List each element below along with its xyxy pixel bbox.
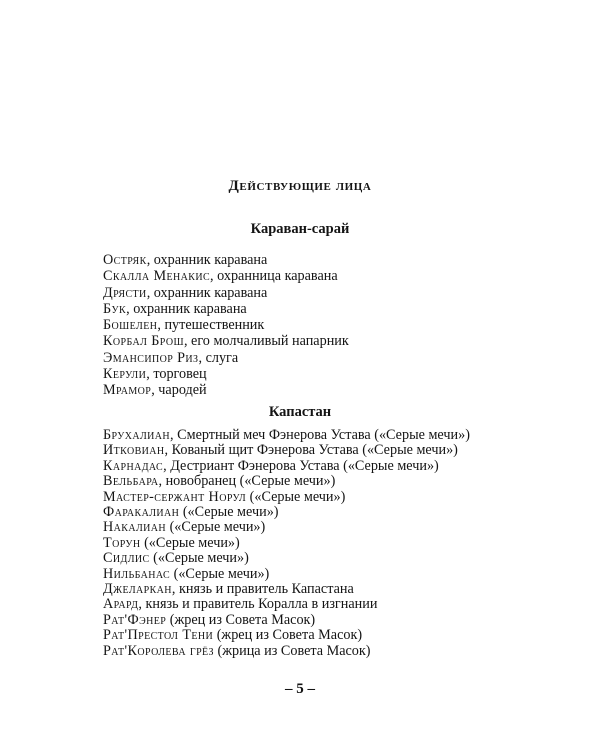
- character-entry: [103, 551, 523, 566]
- character-entry: [103, 474, 523, 489]
- character-name: Дрясти: [103, 284, 147, 301]
- character-description: , чародей: [151, 382, 207, 399]
- character-name: Брухалиан: [103, 427, 171, 443]
- character-description: , охранник каравана: [146, 252, 268, 268]
- character-entry: [103, 567, 523, 582]
- character-description: («Серые мечи»): [166, 519, 266, 536]
- character-name: Джеларкан: [103, 581, 172, 598]
- character-entry: [103, 520, 523, 535]
- character-description: , охранница каравана: [210, 268, 338, 285]
- character-entry: [103, 597, 523, 612]
- character-description: , новобранец («Серые мечи»): [158, 473, 336, 490]
- section-title-capustan: Капастан: [268, 404, 332, 420]
- character-entry: [103, 317, 523, 333]
- character-description: , его молчаливый напарник: [183, 333, 349, 350]
- character-entry: [103, 252, 523, 268]
- page-number: – 5 –: [285, 681, 315, 697]
- character-list-caravanserai: [103, 252, 523, 399]
- character-name: Торун: [103, 534, 141, 551]
- character-description: («Серые мечи»): [170, 565, 270, 582]
- character-name: Рат'Фэнер: [103, 611, 167, 628]
- character-entry: [103, 505, 523, 520]
- character-description: , торговец: [146, 366, 207, 383]
- character-entry: [103, 644, 523, 659]
- character-entry: [103, 582, 523, 597]
- character-name: Бошелен: [103, 317, 158, 334]
- character-entry: [103, 628, 523, 643]
- character-description: , князь и правитель Коралла в изгнании: [138, 596, 378, 613]
- character-name: Мрамор: [103, 382, 152, 399]
- character-name: Нильбанас: [103, 565, 171, 582]
- character-entry: [103, 350, 523, 366]
- character-name: Мастер-сержант Норул: [103, 488, 247, 505]
- character-name: Вельбара: [103, 473, 159, 490]
- character-description: («Серые мечи»): [140, 534, 240, 551]
- character-name: Остряк: [103, 252, 147, 268]
- character-name: Фаракалиан: [103, 504, 180, 521]
- character-description: , охранник каравана: [126, 300, 247, 317]
- character-description: , охранник каравана: [146, 284, 268, 301]
- character-entry: [103, 285, 523, 301]
- character-description: , Смертный меч Фэнерова Устава («Серые мечи»): [170, 427, 470, 443]
- character-name: Рат'Королева грёз: [103, 642, 214, 659]
- character-description: («Серые мечи»): [179, 504, 279, 521]
- character-list-capustan: [103, 428, 523, 659]
- character-name: Арард: [103, 596, 139, 613]
- character-name: Керули: [103, 366, 147, 383]
- character-entry: [103, 613, 523, 628]
- character-description: (жрица из Совета Масок): [213, 642, 371, 659]
- character-entry: [103, 268, 523, 284]
- character-name: Накалиан: [103, 519, 167, 536]
- character-name: Итковиан: [103, 442, 165, 459]
- character-entry: [103, 301, 523, 317]
- character-description: , Кованый щит Фэнерова Устава («Серые мечи»): [164, 442, 458, 459]
- character-description: , слуга: [198, 349, 239, 366]
- character-entry: [103, 366, 523, 382]
- character-entry: [103, 536, 523, 551]
- character-name: Рат'Престол Тени: [103, 627, 214, 644]
- character-entry: [103, 382, 523, 398]
- character-entry: [103, 443, 523, 458]
- character-name: Скалла Менакис: [103, 268, 211, 285]
- character-entry: [103, 333, 523, 349]
- character-name: Сидлис: [103, 550, 150, 567]
- character-description: , князь и правитель Капастана: [171, 581, 354, 598]
- character-description: , путешественник: [157, 317, 265, 334]
- character-entry: [103, 459, 523, 474]
- page-heading: Действующие лица: [228, 178, 372, 194]
- character-entry: [103, 490, 523, 505]
- character-name: Эмансипор Риз: [103, 349, 199, 366]
- character-name: Корбал Брош: [103, 333, 184, 350]
- character-name: Бук: [103, 300, 127, 317]
- character-description: , Дестриант Фэнерова Устава («Серые мечи»): [163, 457, 439, 474]
- character-description: («Серые мечи»): [246, 488, 346, 505]
- character-entry: [103, 428, 523, 443]
- character-description: (жрец из Совета Масок): [213, 627, 363, 644]
- character-name: Карнадас: [103, 457, 164, 474]
- section-title-caravanserai: Караван-сарай: [250, 221, 350, 237]
- character-description: (жрец из Совета Масок): [166, 611, 316, 628]
- character-description: («Серые мечи»): [149, 550, 249, 567]
